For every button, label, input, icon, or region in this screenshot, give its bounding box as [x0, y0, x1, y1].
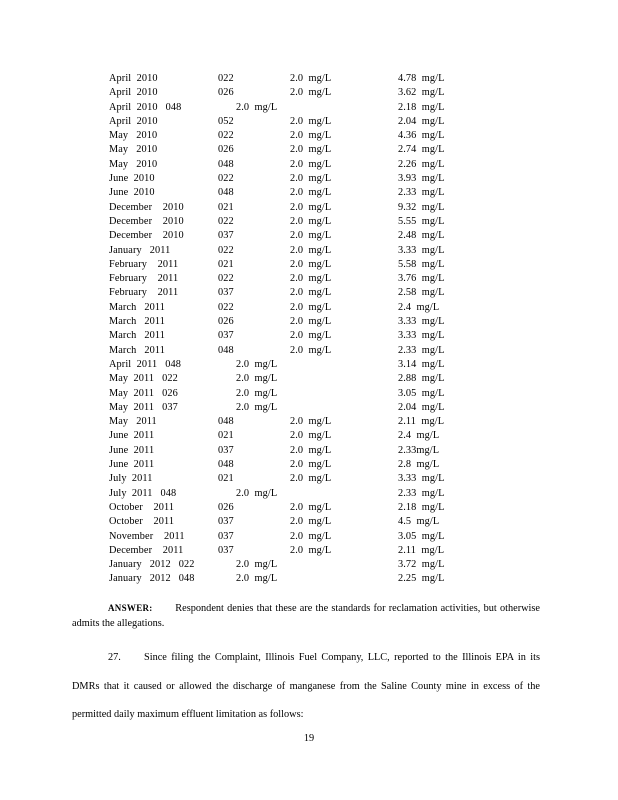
- row-value: 2.74 mg/L: [398, 144, 445, 156]
- row-outfall: 037: [218, 230, 234, 242]
- row-outfall: 037: [218, 544, 234, 556]
- row-month: November 2011: [109, 530, 185, 542]
- row-limit: 2.0 mg/L: [236, 487, 278, 499]
- table-row: [0, 558, 618, 572]
- row-outfall: 022: [218, 130, 234, 142]
- row-value: 3.62 mg/L: [398, 87, 445, 99]
- row-month: May 2011: [109, 416, 157, 428]
- row-month: May 2011 037: [109, 401, 178, 413]
- row-value: 3.93 mg/L: [398, 173, 445, 185]
- row-limit: 2.0 mg/L: [236, 373, 278, 385]
- row-outfall: 052: [218, 115, 234, 127]
- row-month: June 2010: [109, 187, 155, 199]
- answer-label: ANSWER:: [108, 603, 153, 613]
- row-value: 3.14 mg/L: [398, 358, 445, 370]
- row-value: 3.05 mg/L: [398, 530, 445, 542]
- table-row: [0, 444, 618, 458]
- table-row: [0, 244, 618, 258]
- row-month: March 2011: [109, 301, 166, 313]
- row-outfall: 026: [218, 87, 234, 99]
- table-row: [0, 301, 618, 315]
- row-outfall: 048: [218, 459, 234, 471]
- row-limit: 2.0 mg/L: [290, 230, 332, 242]
- table-row: [0, 387, 618, 401]
- row-outfall: 022: [218, 215, 234, 227]
- table-row: [0, 115, 618, 129]
- row-outfall: 048: [218, 187, 234, 199]
- table-row: [0, 286, 618, 300]
- table-row: [0, 172, 618, 186]
- row-limit: 2.0 mg/L: [290, 459, 332, 471]
- row-month: July 2011: [109, 473, 153, 485]
- row-value: 3.33 mg/L: [398, 330, 445, 342]
- row-month: June 2010: [109, 173, 155, 185]
- row-month: February 2011: [109, 258, 179, 270]
- exceedance-table: [0, 72, 618, 587]
- row-limit: 2.0 mg/L: [290, 244, 332, 256]
- row-value: 5.55 mg/L: [398, 215, 445, 227]
- table-row: [0, 472, 618, 486]
- row-month: April 2010: [109, 87, 158, 99]
- row-outfall: 022: [218, 273, 234, 285]
- row-value: 5.58 mg/L: [398, 258, 445, 270]
- row-outfall: 026: [218, 144, 234, 156]
- row-limit: 2.0 mg/L: [290, 544, 332, 556]
- table-row: [0, 272, 618, 286]
- row-month: December 2010: [109, 215, 184, 227]
- row-month: December 2011: [109, 544, 184, 556]
- table-row: [0, 544, 618, 558]
- row-limit: 2.0 mg/L: [290, 115, 332, 127]
- table-row: [0, 215, 618, 229]
- row-limit: 2.0 mg/L: [290, 158, 332, 170]
- row-value: 2.33mg/L: [398, 444, 440, 456]
- row-month: April 2010 048: [109, 101, 182, 113]
- row-value: 2.04 mg/L: [398, 401, 445, 413]
- row-value: 4.78 mg/L: [398, 73, 445, 84]
- row-value: 2.8 mg/L: [398, 459, 440, 471]
- row-month: May 2011 022: [109, 373, 178, 385]
- table-row: [0, 372, 618, 386]
- row-outfall: 021: [218, 473, 234, 485]
- row-limit: 2.0 mg/L: [236, 559, 278, 571]
- row-value: 2.48 mg/L: [398, 230, 445, 242]
- row-value: 2.11 mg/L: [398, 416, 445, 428]
- row-month: October 2011: [109, 501, 175, 513]
- table-row: [0, 101, 618, 115]
- row-outfall: 048: [218, 344, 234, 356]
- row-limit: 2.0 mg/L: [290, 530, 332, 542]
- row-value: 2.18 mg/L: [398, 501, 445, 513]
- row-month: January 2012 022: [109, 559, 195, 571]
- row-limit: 2.0 mg/L: [290, 273, 332, 285]
- row-limit: 2.0 mg/L: [290, 344, 332, 356]
- row-month: December 2010: [109, 230, 184, 242]
- table-row: [0, 72, 618, 86]
- row-outfall: 037: [218, 516, 234, 528]
- table-row: [0, 501, 618, 515]
- table-row: [0, 158, 618, 172]
- table-row: [0, 329, 618, 343]
- row-limit: 2.0 mg/L: [290, 201, 332, 213]
- table-row: [0, 429, 618, 443]
- numbered-paragraph: [72, 644, 540, 730]
- row-outfall: 022: [218, 173, 234, 185]
- row-month: February 2011: [109, 287, 179, 299]
- row-limit: 2.0 mg/L: [290, 258, 332, 270]
- row-outfall: 026: [218, 316, 234, 328]
- row-value: 2.33 mg/L: [398, 344, 445, 356]
- table-row: [0, 315, 618, 329]
- table-row: [0, 143, 618, 157]
- row-limit: 2.0 mg/L: [290, 444, 332, 456]
- row-outfall: 037: [218, 530, 234, 542]
- row-value: 2.4 mg/L: [398, 430, 440, 442]
- row-limit: 2.0 mg/L: [236, 387, 278, 399]
- row-month: March 2011: [109, 316, 166, 328]
- table-row: [0, 515, 618, 529]
- row-limit: 2.0 mg/L: [290, 144, 332, 156]
- row-limit: 2.0 mg/L: [290, 215, 332, 227]
- table-row: [0, 129, 618, 143]
- row-limit: 2.0 mg/L: [290, 516, 332, 528]
- row-month: January 2012 048: [109, 573, 195, 585]
- row-outfall: 037: [218, 287, 234, 299]
- answer-paragraph: [72, 601, 540, 631]
- row-limit: 2.0 mg/L: [236, 358, 278, 370]
- table-row: [0, 201, 618, 215]
- row-month: July 2011 048: [109, 487, 177, 499]
- row-limit: 2.0 mg/L: [290, 130, 332, 142]
- row-limit: 2.0 mg/L: [236, 573, 278, 585]
- row-value: 2.58 mg/L: [398, 287, 445, 299]
- row-outfall: 021: [218, 430, 234, 442]
- page-number: 19: [303, 733, 315, 744]
- row-outfall: 022: [218, 73, 234, 84]
- row-limit: 2.0 mg/L: [290, 416, 332, 428]
- row-value: 4.36 mg/L: [398, 130, 445, 142]
- row-month: April 2010: [109, 73, 158, 84]
- row-limit: 2.0 mg/L: [290, 301, 332, 313]
- row-value: 3.72 mg/L: [398, 559, 445, 571]
- row-value: 2.4 mg/L: [398, 301, 440, 313]
- row-value: 2.11 mg/L: [398, 544, 445, 556]
- row-month: December 2010: [109, 201, 184, 213]
- table-row: [0, 401, 618, 415]
- row-month: June 2011: [109, 459, 155, 471]
- row-month: May 2011 026: [109, 387, 178, 399]
- paragraph-text: Since filing the Complaint, Illinois Fuel Company, LLC, reported to the Illinois EPA in its DMRs that it caused or allowed the discharge of manganese from the Saline County mine in excess of the permitted daily maximum effluent limitation as follows:: [72, 652, 540, 720]
- row-month: March 2011: [109, 344, 166, 356]
- row-outfall: 037: [218, 444, 234, 456]
- row-month: February 2011: [109, 273, 179, 285]
- row-value: 2.88 mg/L: [398, 373, 445, 385]
- row-month: May 2010: [109, 144, 158, 156]
- row-outfall: 048: [218, 158, 234, 170]
- row-limit: 2.0 mg/L: [290, 430, 332, 442]
- row-limit: 2.0 mg/L: [290, 287, 332, 299]
- row-limit: 2.0 mg/L: [290, 316, 332, 328]
- row-limit: 2.0 mg/L: [290, 87, 332, 99]
- row-outfall: 022: [218, 244, 234, 256]
- row-value: 4.5 mg/L: [398, 516, 440, 528]
- row-limit: 2.0 mg/L: [290, 173, 332, 185]
- row-outfall: 026: [218, 501, 234, 513]
- row-value: 3.76 mg/L: [398, 273, 445, 285]
- answer-text: Respondent denies that these are the standards for reclamation activities, but otherwise admits the allegations.: [72, 603, 540, 629]
- row-value: 2.33 mg/L: [398, 487, 445, 499]
- row-value: 3.33 mg/L: [398, 244, 445, 256]
- row-month: April 2010: [109, 115, 158, 127]
- row-value: 2.04 mg/L: [398, 115, 445, 127]
- row-month: January 2011: [109, 244, 171, 256]
- table-row: [0, 86, 618, 100]
- row-value: 9.32 mg/L: [398, 201, 445, 213]
- row-month: June 2011: [109, 430, 155, 442]
- table-row: [0, 186, 618, 200]
- row-value: 2.26 mg/L: [398, 158, 445, 170]
- row-month: March 2011: [109, 330, 166, 342]
- row-value: 2.33 mg/L: [398, 187, 445, 199]
- table-row: [0, 458, 618, 472]
- row-limit: 2.0 mg/L: [290, 330, 332, 342]
- row-month: June 2011: [109, 444, 155, 456]
- row-value: 2.18 mg/L: [398, 101, 445, 113]
- table-row: [0, 530, 618, 544]
- row-limit: 2.0 mg/L: [236, 101, 278, 113]
- row-limit: 2.0 mg/L: [290, 73, 332, 84]
- row-value: 3.33 mg/L: [398, 316, 445, 328]
- row-month: October 2011: [109, 516, 175, 528]
- row-month: April 2011 048: [109, 358, 181, 370]
- row-limit: 2.0 mg/L: [290, 501, 332, 513]
- row-value: 3.33 mg/L: [398, 473, 445, 485]
- row-outfall: 022: [218, 301, 234, 313]
- row-value: 3.05 mg/L: [398, 387, 445, 399]
- row-value: 2.25 mg/L: [398, 573, 445, 585]
- row-outfall: 021: [218, 258, 234, 270]
- row-limit: 2.0 mg/L: [290, 187, 332, 199]
- row-limit: 2.0 mg/L: [290, 473, 332, 485]
- table-row: [0, 344, 618, 358]
- row-month: May 2010: [109, 158, 158, 170]
- table-row: [0, 487, 618, 501]
- table-row: [0, 258, 618, 272]
- paragraph-number: 27.: [108, 652, 121, 663]
- table-row: [0, 415, 618, 429]
- table-row: [0, 358, 618, 372]
- table-row: [0, 572, 618, 586]
- row-outfall: 021: [218, 201, 234, 213]
- row-outfall: 048: [218, 416, 234, 428]
- table-row: [0, 229, 618, 243]
- row-limit: 2.0 mg/L: [236, 401, 278, 413]
- row-outfall: 037: [218, 330, 234, 342]
- row-month: May 2010: [109, 130, 158, 142]
